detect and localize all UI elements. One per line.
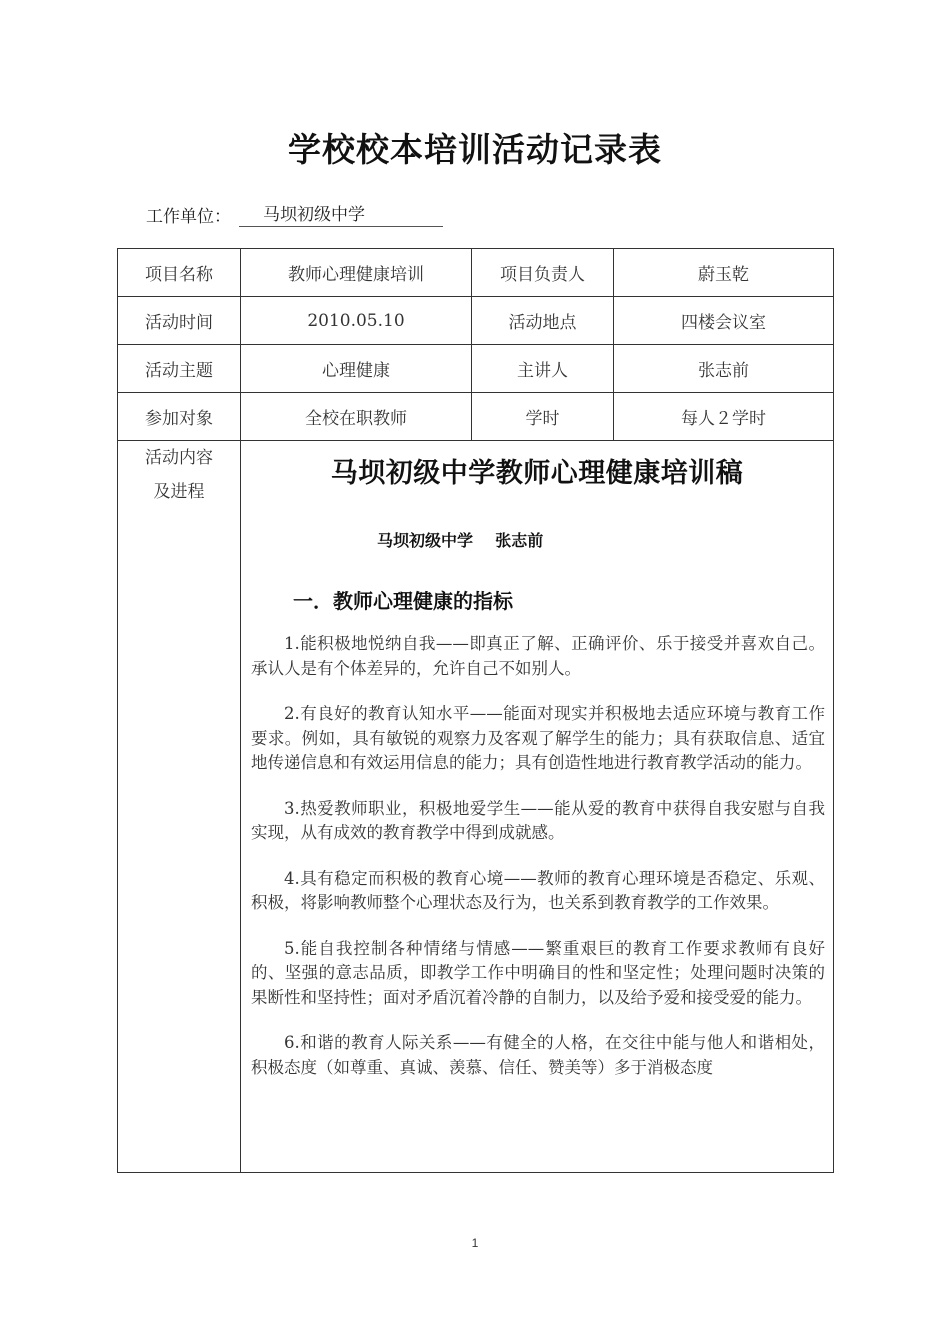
paragraph: 2.有良好的教育认知水平——能面对现实并积极地去适应环境与教育工作要求。例如，具有敏锐的观察力及客观了解学生的能力；具有获取信息、适宜地传递信息和有效运用信息的能力；具有创造性地进行教育教学活动的能力。 [251, 704, 825, 772]
section-heading: 一．教师心理健康的指标 [293, 589, 513, 613]
paragraph-list [241, 632, 833, 1080]
cell-location: 四楼会议室 [614, 297, 834, 345]
table-row [118, 345, 834, 393]
cell-project-lead: 蔚玉乾 [614, 249, 834, 297]
paragraph: 3.热爱教师职业，积极地爱学生——能从爱的教育中获得自我安慰与自我实现，从有成效的教育教学中得到成就感。 [251, 798, 825, 842]
cell-hours: 每人２学时 [614, 393, 834, 441]
page-number: 1 [471, 1236, 479, 1250]
cell-speaker-label: 主讲人 [472, 345, 614, 393]
work-unit-value: 马坝初级中学 [239, 200, 443, 227]
cell-time-label: 活动时间 [118, 297, 241, 345]
paragraph: 5.能自我控制各种情绪与情感——繁重艰巨的教育工作要求教师有良好的、坚强的意志品质，即教学工作中明确目的性和坚定性；处理问题时决策的果断性和坚持性；面对矛盾沉着冷静的自制力，以及给予爱和接受爱的能力。 [251, 938, 825, 1007]
cell-location-label: 活动地点 [472, 297, 614, 345]
cell-participants: 全校在职教师 [241, 393, 472, 441]
paragraph: 1.能积极地悦纳自我——即真正了解、正确评价、乐于接受并喜欢自己。承认人是有个体差异的，允许自己不如别人。 [251, 634, 825, 678]
cell-speaker: 张志前 [614, 345, 834, 393]
cell-participants-label: 参加对象 [118, 393, 241, 441]
cell-theme-label: 活动主题 [118, 345, 241, 393]
cell-theme: 心理健康 [241, 345, 472, 393]
cell-project-name-label: 项目名称 [118, 249, 241, 297]
cell-project-lead-label: 项目负责人 [472, 249, 614, 297]
cell-project-name: 教师心理健康培训 [241, 249, 472, 297]
cell-hours-label: 学时 [472, 393, 614, 441]
cell-content [241, 441, 834, 1173]
work-unit-row [146, 200, 443, 227]
cell-content-label [118, 441, 241, 1173]
table-row [118, 297, 834, 345]
page-title: 学校校本培训活动记录表 [288, 130, 662, 169]
record-table [117, 248, 834, 1173]
table-row [118, 393, 834, 441]
paragraph: 6.和谐的教育人际关系——有健全的人格，在交往中能与他人和谐相处，积极态度（如尊重、真诚、羡慕、信任、赞美等）多于消极态度 [251, 1033, 825, 1077]
work-unit-label: 工作单位： [146, 207, 231, 227]
paragraph: 4.具有稳定而积极的教育心境——教师的教育心理环境是否稳定、乐观、积极，将影响教师整个心理状态及行为，也关系到教育教学的工作效果。 [251, 868, 825, 912]
document-author: 马坝初级中学 张志前 [377, 531, 544, 550]
table-row-content [118, 441, 834, 1173]
table-row [118, 249, 834, 297]
document-title: 马坝初级中学教师心理健康培训稿 [330, 458, 744, 489]
content-label-line-1: 活动内容 [145, 448, 213, 468]
cell-time: 2010.05.10 [241, 297, 472, 345]
content-label-line-2: 及进程 [153, 482, 205, 502]
